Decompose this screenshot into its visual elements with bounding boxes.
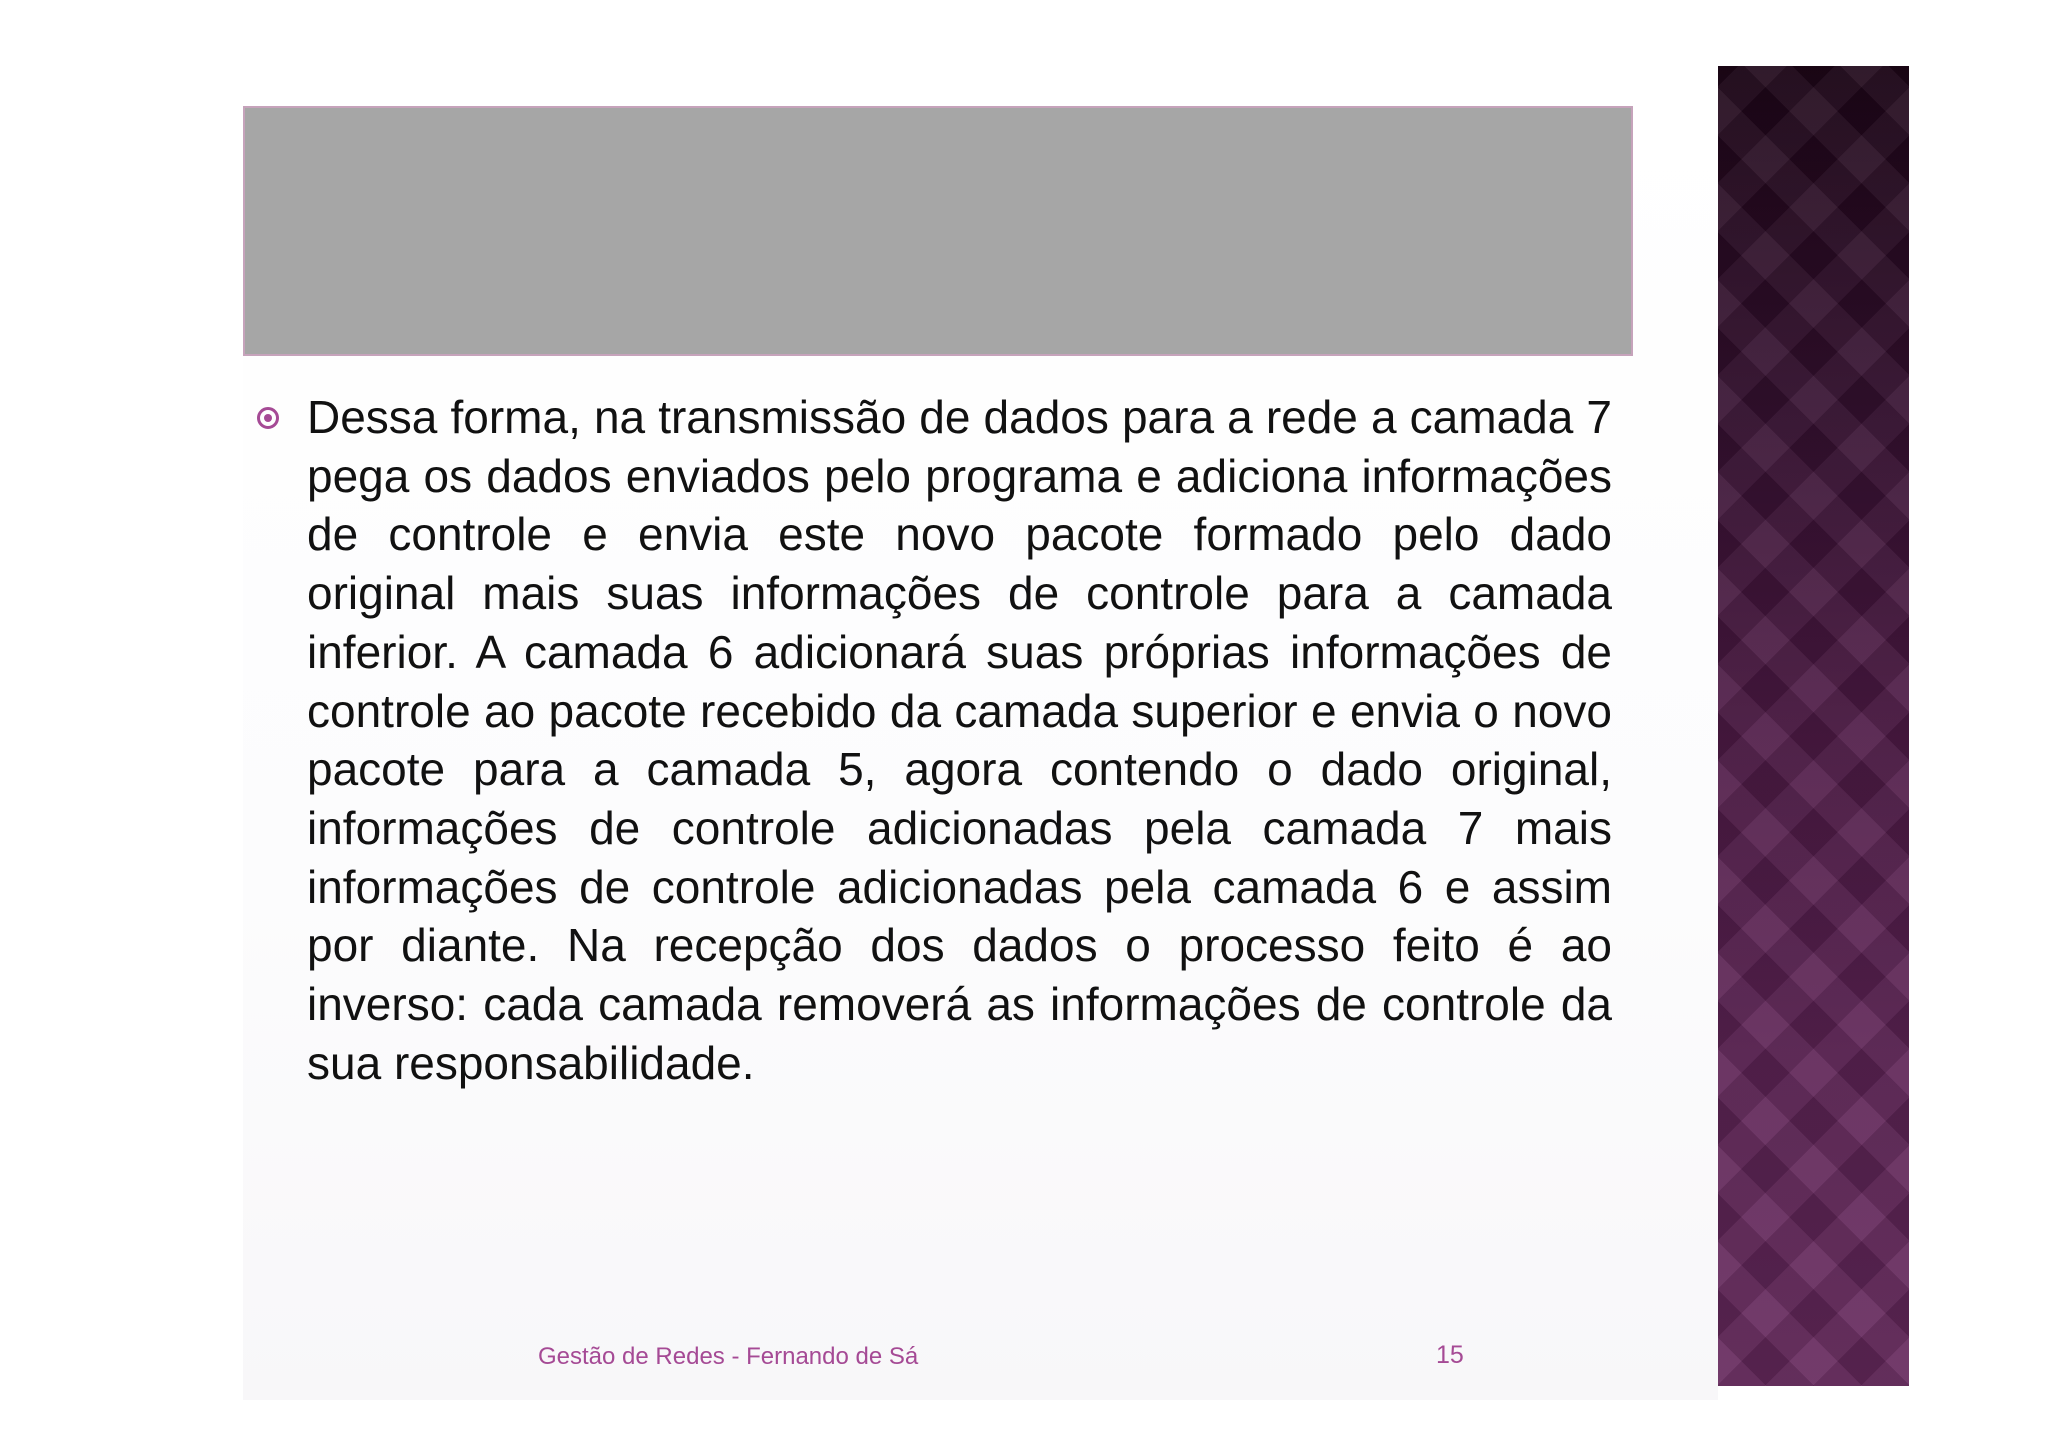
footer-text: Gestão de Redes - Fernando de Sá [538,1343,919,1370]
page-number: 15 [1436,1341,1464,1369]
circle-dot-bullet-icon [257,407,279,429]
slide-body-text: Dessa forma, na transmissão de dados para a rede a camada 7 pega os dados enviados pelo programa e adiciona informações de controle e envia este novo pacote formado pelo dado original mais suas informações de controle para a camada inferior. A camada 6 adicionará suas próprias informações de controle ao pacote recebido da camada superior e envia o novo pacote para a camada 5, agora contendo o dado original, informações de controle adicionadas pela camada 7 mais informações de controle adicionadas pela camada 6 e assim por diante. Na recepção dos dados o processo feito é ao inverso: cada camada removerá as informações de controle da sua responsabilidade. [307,391,1612,1089]
decorative-side-panel [1718,66,1909,1386]
slide-title-box [243,106,1633,356]
